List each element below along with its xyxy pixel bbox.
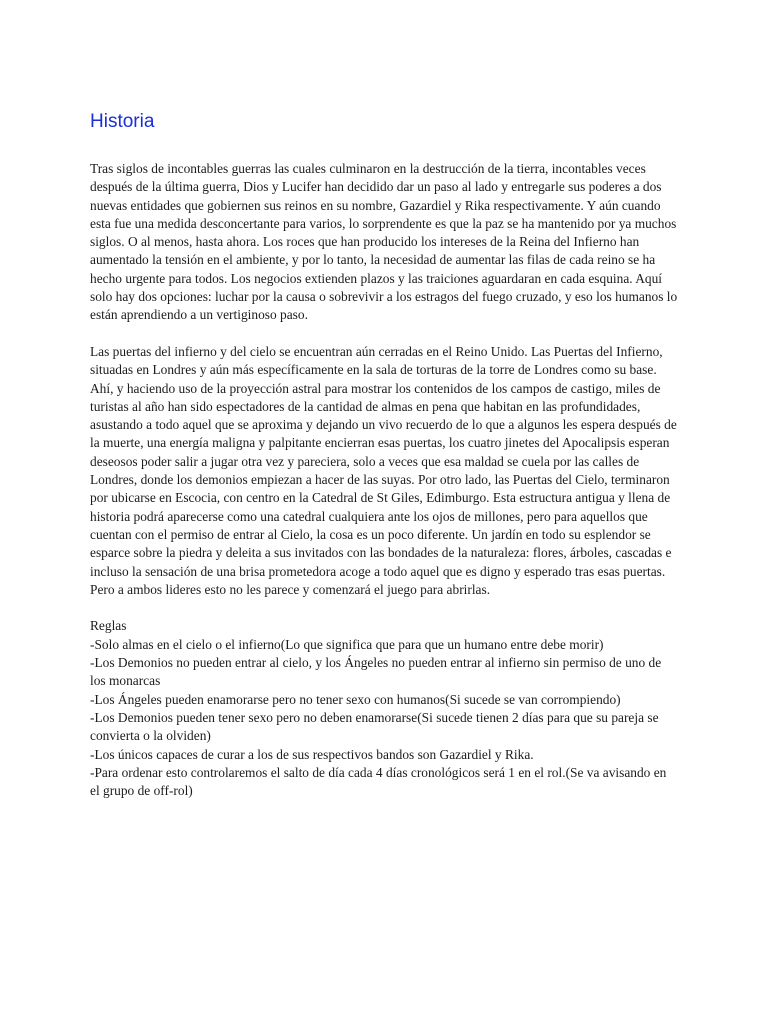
paragraph-spacer <box>90 599 678 617</box>
rule-item: -Los Demonios no pueden entrar al cielo, y los Ángeles no pueden entrar al infierno sin permiso de uno de los monarcas <box>90 655 662 689</box>
paragraph-intro: Tras siglos de incontables guerras las cuales culminaron en la destrucción de la tierra, incontables veces después de la última guerra, Dios y Lucifer han decidido dar un paso al lado y entregarle sus poderes a dos nuevas entidades que gobiernen sus reinos en su nombre, Gazardiel y Rika respectivamente. Y aún cuando esta fue una medida desconcertante para varios, lo sorprendente es que la paz se ha mantenido por ya muchos siglos. O al menos, hasta ahora. Los roces que han producido los intereses de la Reina del Infierno han aumentado la tensión en el ambiente, y por lo tanto, la necesidad de aumentar las filas de cada reino se ha hecho urgente para todos. Los negocios extienden plazos y las traiciones aguardaran en cada esquina. Aquí solo hay dos opciones: luchar por la causa o sobrevivir a los estragos del fuego cruzado, y eso los humanos lo están aprendiendo a un vertiginoso paso. <box>90 161 678 323</box>
rule-item: -Los Demonios pueden tener sexo pero no deben enamorarse(Si sucede tienen 2 días para que su pareja se convierta o la olviden) <box>90 709 659 744</box>
rules-heading: Reglas <box>90 618 127 634</box>
paragraph-gates: Las puertas del infierno y del cielo se encuentran aún cerradas en el Reino Unido. Las Puertas del Infierno, situadas en Londres y aún más específicamente en la sala de torturas de la torre de Londres como su base. Ahí, y haciendo uso de la proyección astral para mostrar los contenidos de los campos de castigo, miles de turistas al año han sido espectadores de la cantidad de almas en pena que habitan en las profundidades, asustando a todo aquel que se aproxima y dejando un vivo recuerdo de lo que a algunos les espera después de la muerte, una energía maligna y palpitante encierran esas puertas, los cuatro jinetes del Apocalipsis esperan deseosos poder salir a jugar otra vez y pareciera, solo a veces que esa maldad se cuela por las calles de Londres, donde los demonios empiezan a hacer de las suyas. Por otro lado, las Puertas del Cielo, terminaron por ubicarse en Escocia, con centro en la Catedral de St Giles, Edimburgo. Esta estructura antigua y llena de historia podrá aparecerse como una catedral cualquiera ante los ojos de millones, pero para aquellos que cuentan con el permiso de entrar al Cielo, la cosa es un poco diferente. Un jardín en todo su esplendor se esparce sobre la piedra y deleita a sus invitados con las bondades de la naturaleza: flores, árboles, cascadas e incluso la sensación de una brisa prometedora acoge a todo aquel que es digno y esperado tras esas puertas. <box>90 343 677 579</box>
rule-item: -Los Ángeles pueden enamorarse pero no tener sexo con humanos(Si sucede se van corrompiendo) <box>90 691 621 707</box>
page-title: Historia <box>90 111 155 132</box>
rule-item: -Solo almas en el cielo o el infierno(Lo que significa que para que un humano entre debe morir) <box>90 636 604 652</box>
paragraph-spacer <box>90 325 678 343</box>
paragraph-leaders: Pero a ambos lideres esto no les parece y comenzará el juego para abrirlas. <box>90 581 491 597</box>
document-body <box>90 160 678 800</box>
rule-item: -Los únicos capaces de curar a los de sus respectivos bandos son Gazardiel y Rika. <box>90 746 534 762</box>
rule-item: -Para ordenar esto controlaremos el salto de día cada 4 días cronológicos será 1 en el rol.(Se va avisando en el grupo de off-rol) <box>90 764 667 799</box>
